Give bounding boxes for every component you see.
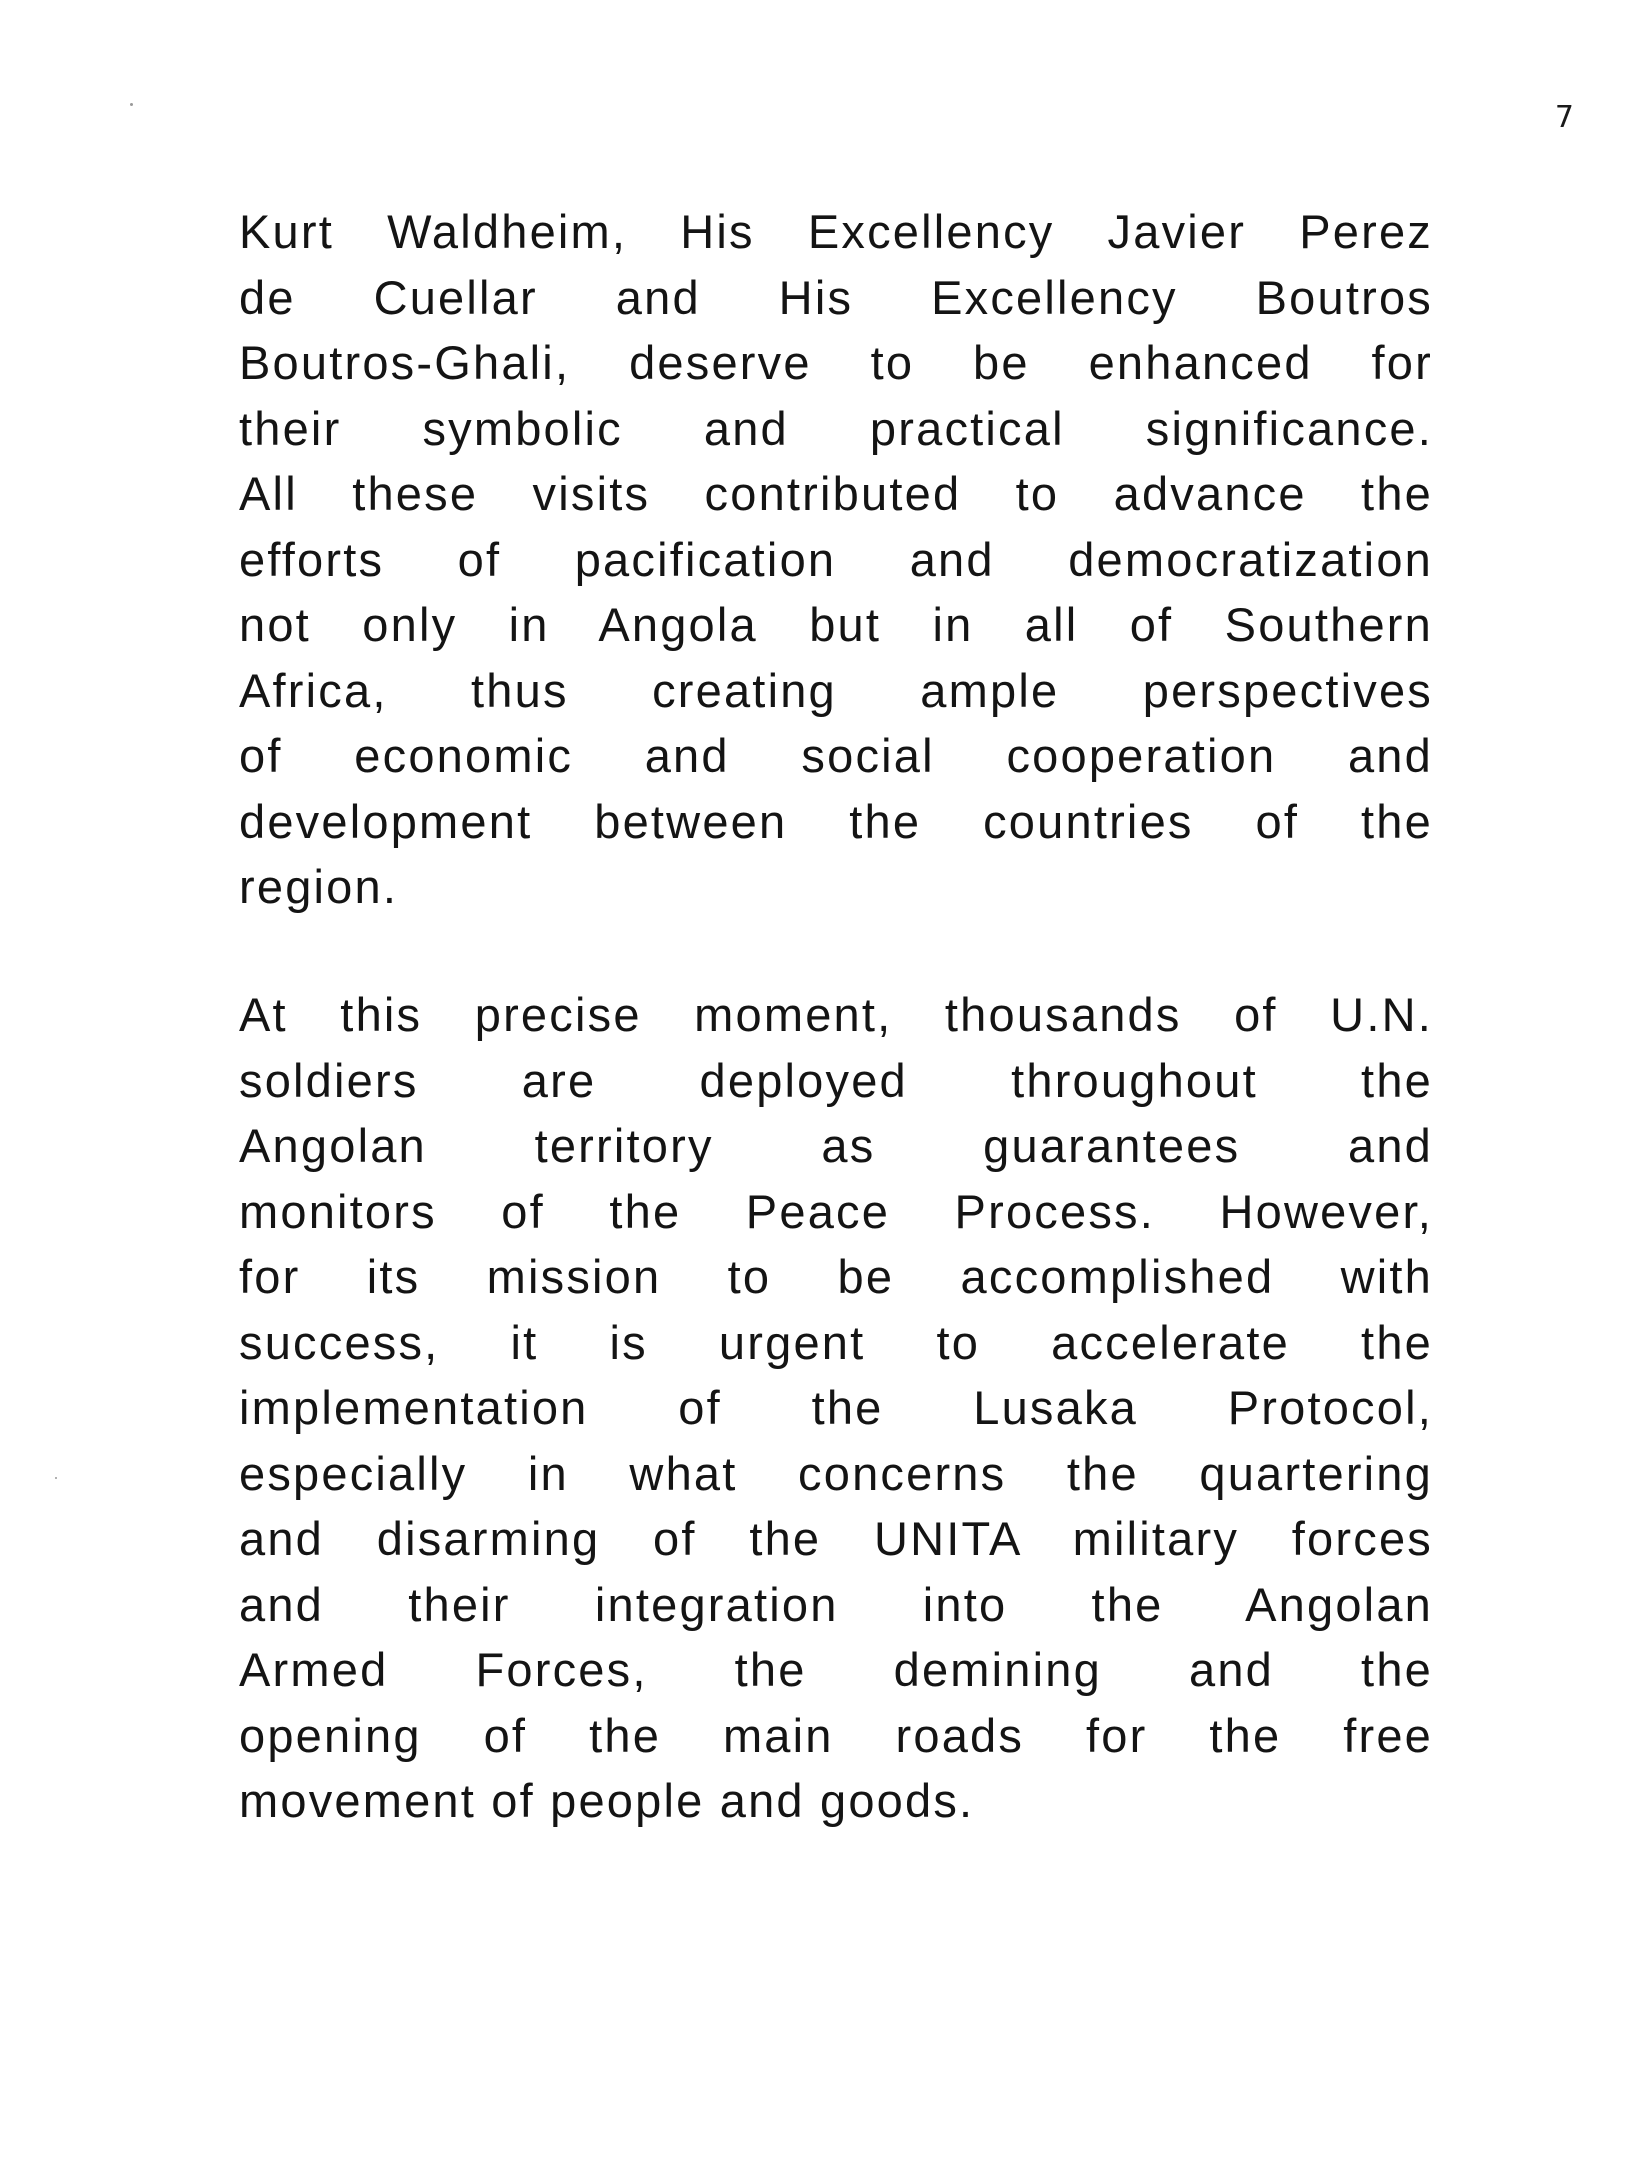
scan-speck [130, 103, 133, 106]
text-line: and their integration into the Angolan [239, 1577, 1433, 1631]
text-line: especially in what concerns the quartering [239, 1446, 1433, 1500]
text-line: for its mission to be accomplished with [239, 1250, 1433, 1303]
paragraph-1 [239, 199, 1433, 920]
text-line: monitors of the Peace Process. However, [239, 1184, 1433, 1238]
page-number: 7 [1554, 100, 1574, 135]
text-line: Kurt Waldheim, His Excellency Javier Perez [239, 205, 1433, 258]
text-line: region. [239, 860, 399, 913]
text-line: efforts of pacification and democratization [239, 532, 1433, 586]
text-line: implementation of the Lusaka Protocol, [239, 1381, 1433, 1434]
text-line: movement of people and goods. [239, 1774, 975, 1827]
text-line: and disarming of the UNITA military forces [239, 1512, 1433, 1565]
text-line: Africa, thus creating ample perspectives [239, 663, 1433, 717]
text-line: soldiers are deployed throughout the [239, 1053, 1433, 1107]
text-line: of economic and social cooperation and [239, 729, 1433, 782]
text-line: At this precise moment, thousands of U.N. [239, 988, 1433, 1041]
text-line: All these visits contributed to advance the [239, 467, 1433, 520]
text-line: not only in Angola but in all of Southern [239, 598, 1433, 651]
text-line: success, it is urgent to accelerate the [239, 1315, 1433, 1369]
text-line: Boutros-Ghali, deserve to be enhanced for [239, 336, 1433, 389]
text-line: de Cuellar and His Excellency Boutros [239, 270, 1433, 324]
text-line: development between the countries of the [239, 794, 1433, 848]
scan-speck [55, 1477, 57, 1479]
text-line: Angolan territory as guarantees and [239, 1119, 1433, 1172]
text-line: opening of the main roads for the free [239, 1708, 1433, 1762]
text-line: Armed Forces, the demining and the [239, 1643, 1433, 1696]
text-line: their symbolic and practical significance. [239, 401, 1433, 455]
paragraph-2 [239, 982, 1433, 1834]
